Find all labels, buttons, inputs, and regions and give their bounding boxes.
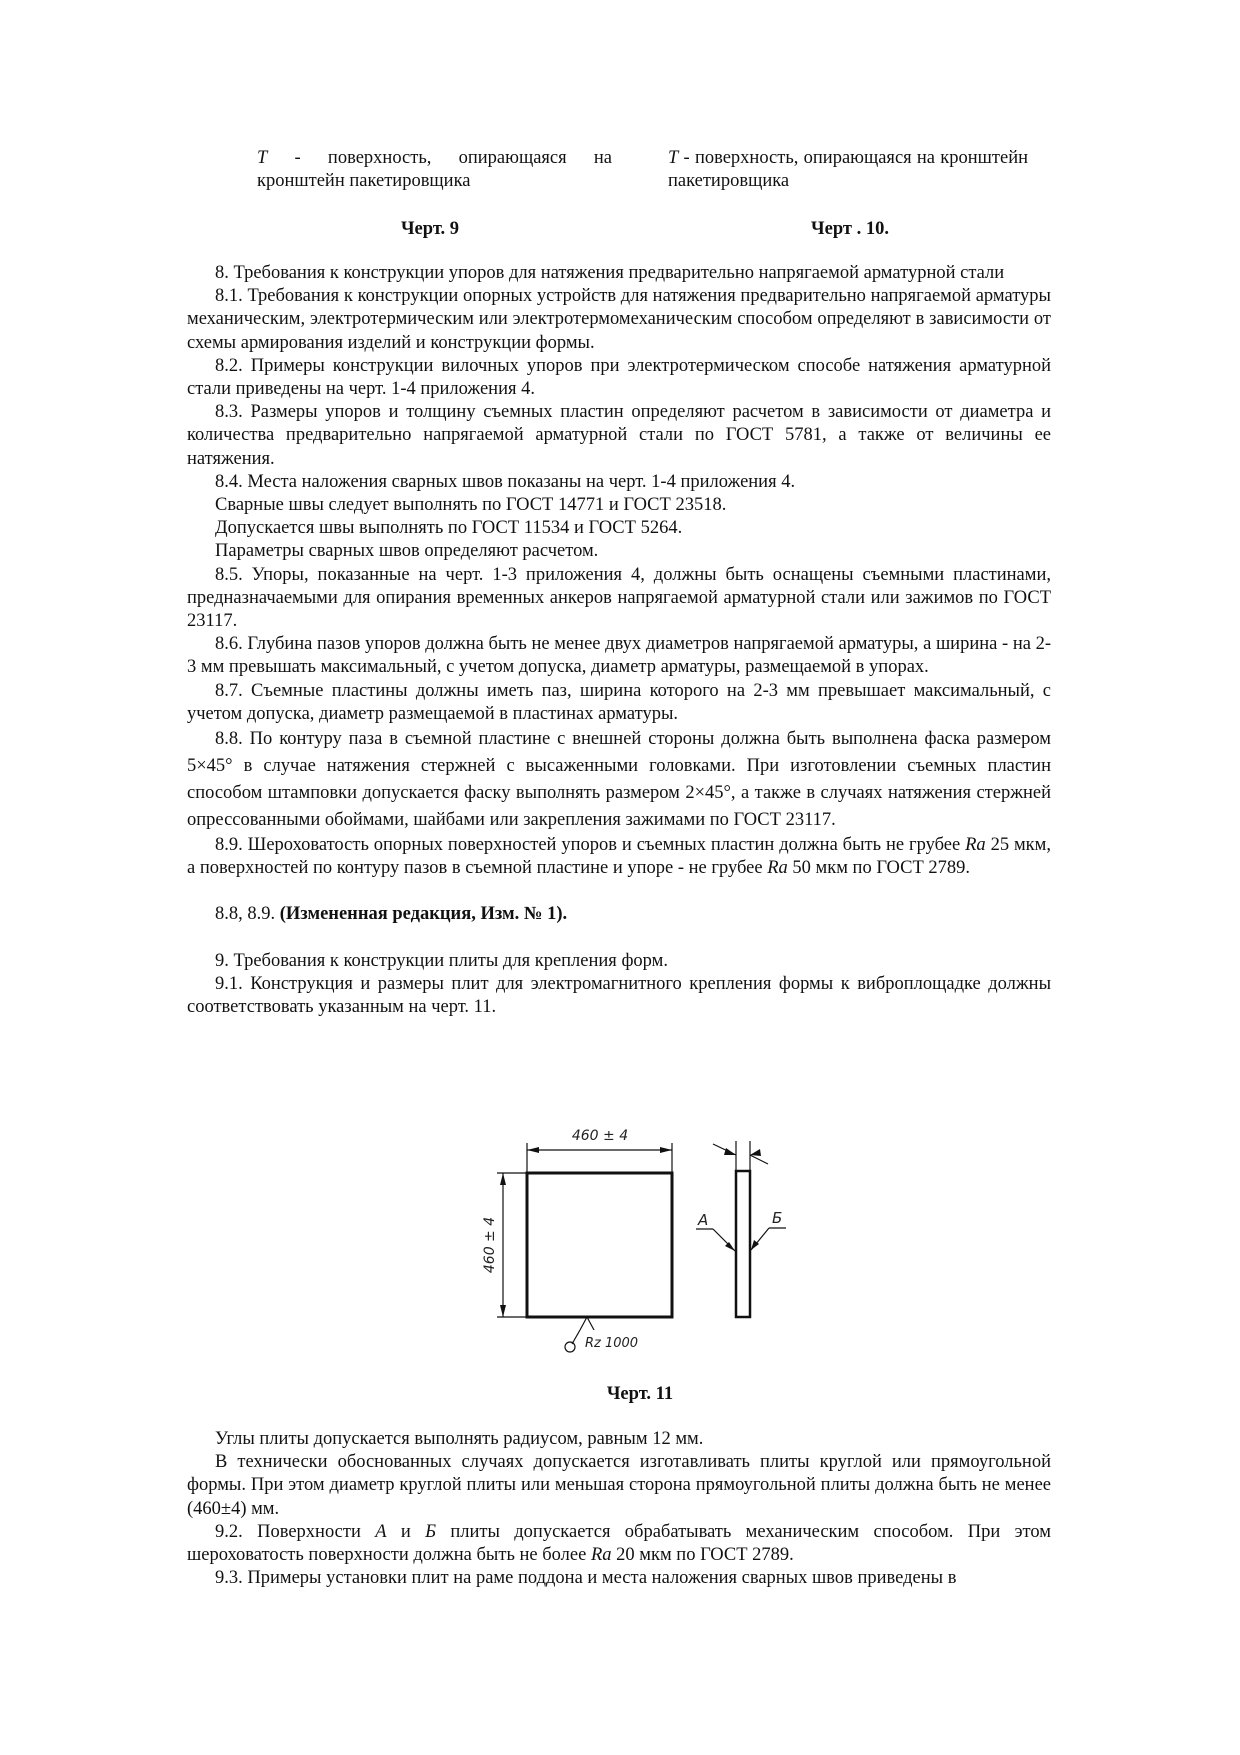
paragraph-shapes: В технически обоснованных случаях допускается изготавливать плиты круглой или прямоугольной формы. При этом диаметр круглой плиты или меньшая сторона прямоугольной плиты должна быть не менее (460±4) мм. <box>187 1452 1051 1519</box>
caption-text: - поверхность, опирающаяся на кронштейн пакетировщика <box>668 148 1028 191</box>
paragraph-8-6: 8.6. Глубина пазов упоров должна быть не менее двух диаметров напрягаемой арматуры, а ширина - на 2-3 мм превышать максимальный, с учетом допуска, диаметр арматуры, размещаемой в упорах. <box>187 634 1051 678</box>
section-heading-8: 8. Требования к конструкции упоров для натяжения предварительно напрягаемой арматурной стали <box>215 263 1005 283</box>
figure-11-drawing <box>480 1120 810 1365</box>
paragraph-8-2: 8.2. Примеры конструкции вилочных упоров при электротермическом способе натяжения арматурной стали приведены на черт. 1-4 приложения 4. <box>187 355 1051 400</box>
text-run: 8.9. Шероховатость опорных поверхностей упоров и съемных пластин должна быть не грубее <box>215 835 966 856</box>
paragraph-8-3: 8.3. Размеры упоров и толщину съемных пластин определяют расчетом в зависимости от диаметра и количества предварительно напрягаемой арматурной стали по ГОСТ 5781, а также от величины ее натяжения. <box>187 402 1051 469</box>
paragraph-corners: Углы плиты допускается выполнять радиусом, равным 12 мм. <box>215 1429 704 1449</box>
ra-symbol: Ra <box>590 1545 612 1566</box>
paragraph-8-8: 8.8. По контуру паза в съемной пластине с внешней стороны должна быть выполнена фаска размером 5×45° в случае натяжения стержней с высаженными головками. При изготовлении съемных пластин способом штамповки допускается фаску выполнять размером 2×45°, а также в случаях натяжения стержней опрессованными обоймами, шайбами или закрепления зажимами по ГОСТ 23117. <box>187 729 1051 831</box>
plate-front-view <box>527 1173 672 1317</box>
height-dimension: 460 ± 4 <box>482 1216 498 1274</box>
ra-symbol: Ra <box>767 858 788 879</box>
paragraph-9-2 <box>187 1521 1051 1567</box>
paragraph-9-1: 9.1. Конструкция и размеры плит для электромагнитного крепления формы к виброплощадке должны соответствовать указанным на черт. 11. <box>187 973 1051 1018</box>
plate-side-view <box>736 1171 750 1317</box>
figure-label-11: Черт. 11 <box>606 1384 674 1404</box>
roughness-label: Rz 1000 <box>585 1336 639 1351</box>
paragraph-8-1: 8.1. Требования к конструкции опорных устройств для натяжения предварительно напрягаемой арматуры механическим, электротермическим или электротермомеханическим способом определяют в зависимости от схемы армирования изделий и конструкции формы. <box>187 286 1051 353</box>
text-run: 50 мкм по ГОСТ 2789. <box>787 858 971 879</box>
amendment-bold: (Измененная редакция, Изм. № 1). <box>279 904 568 925</box>
text-run: 20 мкм по ГОСТ 2789. <box>611 1545 794 1566</box>
paragraph-8-7: 8.7. Съемные пластины должны иметь паз, ширина которого на 2-3 мм превышает максимальный, с учетом допуска, диаметр размещаемой в пластинах арматуры. <box>187 680 1051 724</box>
width-dimension: 460 ± 4 <box>571 1128 629 1144</box>
surface-symbol-t: Т <box>257 148 268 168</box>
figure-label-9: Черт. 9 <box>400 219 460 239</box>
paragraph-9-3: 9.3. Примеры установки плит на раме поддона и места наложения сварных швов приведены в <box>215 1568 957 1589</box>
paragraph-8-4-params: Параметры сварных швов определяют расчетом. <box>215 541 599 562</box>
paragraph-8-4: 8.4. Места наложения сварных швов показаны на черт. 1-4 приложения 4. <box>215 471 796 492</box>
surface-a-ref: А <box>375 1521 387 1542</box>
amendment-note <box>187 903 1051 926</box>
paragraph-8-9 <box>187 834 1051 880</box>
section-heading-9: 9. Требования к конструкции плиты для крепления форм. <box>215 950 668 971</box>
surface-b-label: Б <box>772 1209 783 1227</box>
section-9-continued <box>187 1428 1051 1590</box>
surface-symbol-t: Т <box>668 148 679 168</box>
text-run: 25 мкм, а поверхностей по контуру пазов в съемной пластине и упоре - не грубее <box>187 835 1052 879</box>
caption-fig9 <box>257 147 612 193</box>
paragraph-8-4-welds: Сварные швы следует выполнять по ГОСТ 14771 и ГОСТ 23518. <box>215 495 727 516</box>
figure-label-10: Черт . 10. <box>811 219 889 239</box>
caption-fig10 <box>668 147 1028 193</box>
surface-b-ref: Б <box>425 1521 437 1542</box>
section-8 <box>187 262 1051 1019</box>
ra-symbol: Ra <box>965 835 986 856</box>
surface-a-label: А <box>698 1211 709 1229</box>
text-run: 9.2. Поверхности <box>215 1521 376 1542</box>
text-run: и <box>386 1521 426 1542</box>
text-run: 8.8, 8.9. <box>215 904 280 925</box>
paragraph-8-4-allowed: Допускается швы выполнять по ГОСТ 11534 и ГОСТ 5264. <box>215 518 683 539</box>
paragraph-8-5: 8.5. Упоры, показанные на черт. 1-3 приложения 4, должны быть оснащены съемными пластинами, предназначаемыми для опирания временных анкеров напрягаемой арматурной стали или зажимов по ГОСТ 23117. <box>187 564 1051 632</box>
text-run: плиты допускается обрабатывать механическим способом. При этом шероховатость поверхности должна быть не более <box>187 1521 1051 1566</box>
caption-text: - поверхность, опирающаяся на кронштейн пакетировщика <box>257 148 612 191</box>
